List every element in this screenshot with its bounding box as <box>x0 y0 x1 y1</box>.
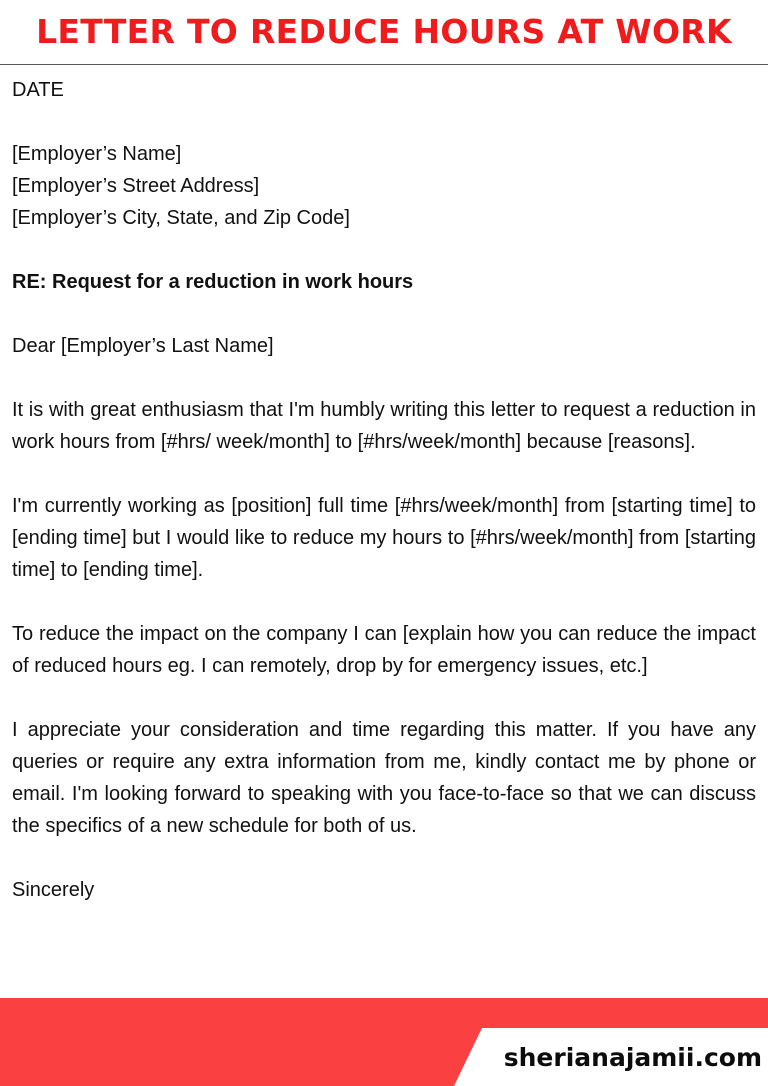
spacer <box>12 842 756 874</box>
page-title: LETTER TO REDUCE HOURS AT WORK <box>36 12 732 51</box>
employer-city-state-zip: [Employer’s City, State, and Zip Code] <box>12 207 350 229</box>
letter-subject: RE: Request for a reduction in work hours <box>12 271 414 293</box>
paragraph-impact: To reduce the impact on the company I can [explain how you can reduce the impact of reduced hours eg. I can remotely, drop by for emergency issues, etc.] <box>12 623 756 677</box>
spacer <box>12 362 756 394</box>
paragraph-current-schedule: I'm currently working as [position] full time [#hrs/week/month] from [starting time] to [ending time] but I would like to reduce my hours to [#hrs/week/month] from [starting time] to [ending time]. <box>12 495 756 581</box>
employer-street-address: [Employer’s Street Address] <box>12 175 260 197</box>
spacer <box>12 106 756 138</box>
spacer <box>12 682 756 714</box>
spacer <box>12 234 756 266</box>
title-divider <box>0 64 768 65</box>
letter-salutation: Dear [Employer’s Last Name] <box>12 335 274 357</box>
footer-website: sherianajamii.com <box>503 1043 762 1072</box>
employer-name: [Employer’s Name] <box>12 143 182 165</box>
paragraph-request: It is with great enthusiasm that I'm humbly writing this letter to request a reduction in work hours from [#hrs/ week/month] to [#hrs/week/month] because [reasons]. <box>12 399 756 453</box>
paragraph-appreciation: I appreciate your consideration and time regarding this matter. If you have any queries or require any extra information from me, kindly contact me by phone or email. I'm looking forward to speaking with you face-to-face so that we can discuss the specifics of a new schedule for both of us. <box>12 719 756 837</box>
letter-closing: Sincerely <box>12 879 95 901</box>
spacer <box>12 586 756 618</box>
letter-date: DATE <box>12 79 64 101</box>
spacer <box>12 298 756 330</box>
spacer <box>12 458 756 490</box>
letter-body <box>12 74 756 906</box>
